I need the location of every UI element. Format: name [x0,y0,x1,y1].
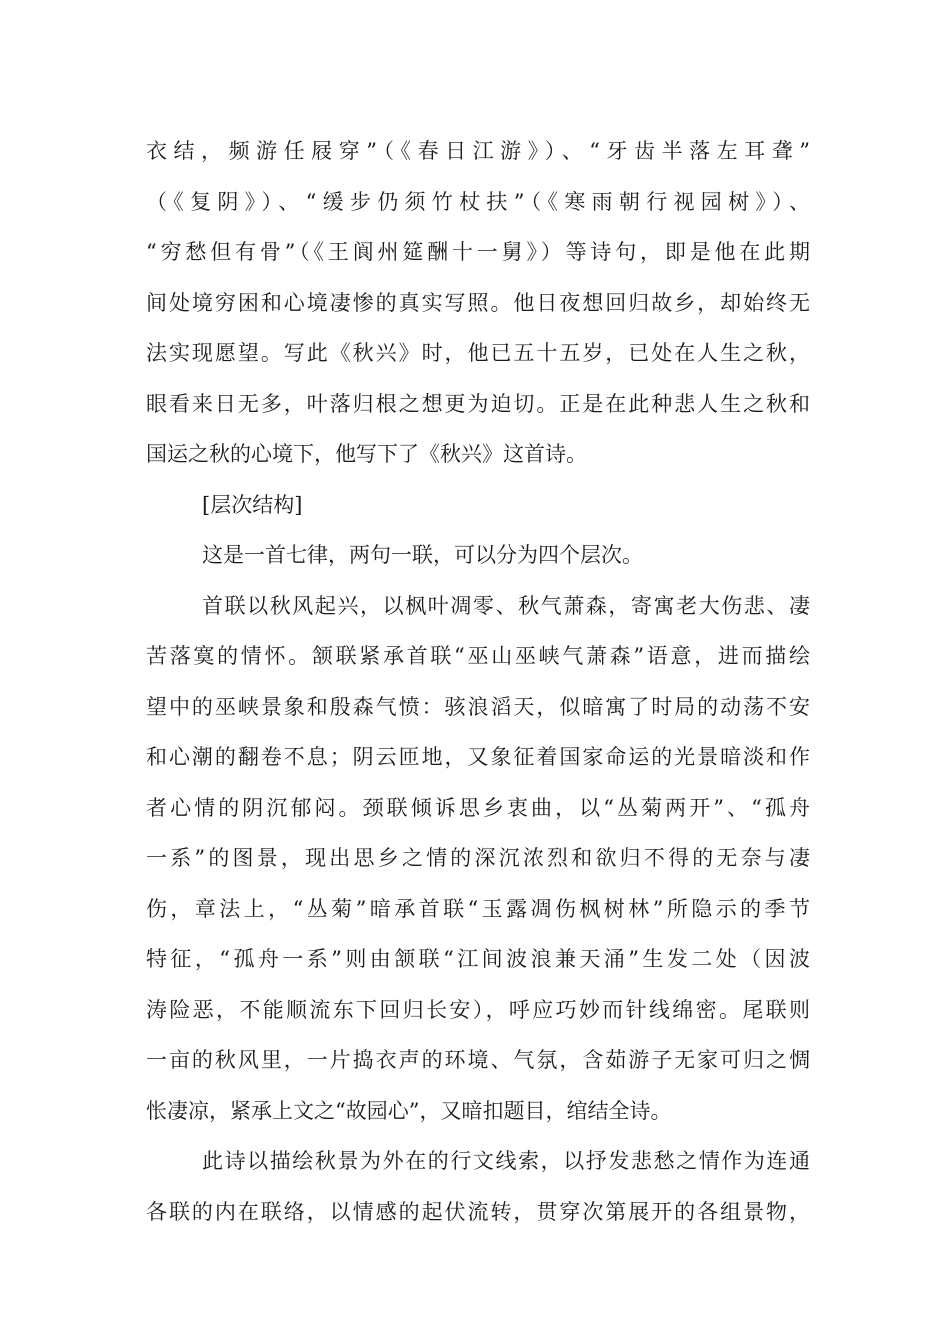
text-line: 间处境穷困和心境凄惨的真实写照。他日夜想回归故乡，却始终无 [146,290,810,315]
text-line: 首联以秋风起兴，以枫叶凋零、秋气萧森，寄寓老大伤悲、凄 [202,593,810,618]
text-line: 眼看来日无多，叶落归根之想更为迫切。正是在此种悲人生之秋和 [146,391,810,416]
text-line: 苦落寞的情怀。颔联紧承首联“巫山巫峡气萧森”语意，进而描绘 [146,644,810,668]
text-line: （《复阴》）、“缓步仍须竹杖扶”（《寒雨朝行视园树》）、 [146,189,810,214]
text-line: 此诗以描绘秋景为外在的行文线索，以抒发悲愁之情作为连通 [202,1149,810,1173]
text-line: 这是一首七律，两句一联，可以分为四个层次。 [202,543,643,567]
text-line: 一系”的图景，现出思乡之情的深沉浓烈和欲归不得的无奈与凄 [146,846,810,870]
text-line: “穷愁但有骨”（《王阆州筵酬十一舅》）等诗句，即是他在此期 [146,240,810,264]
text-line: 国运之秋的心境下，他写下了《秋兴》这首诗。 [146,442,587,466]
text-line: 涛险恶，不能顺流东下回归长安），呼应巧妙而针线绵密。尾联则 [146,997,810,1022]
text-line: 望中的巫峡景象和殷森气愤：骇浪滔天，似暗寓了时局的动荡不安 [146,694,810,719]
text-line: 特征，“孤舟一系”则由颔联“江间波浪兼天涌”生发二处（因波 [146,947,810,971]
text-line: 和心潮的翻卷不息；阴云匝地，又象征着国家命运的光景暗淡和作 [146,745,810,769]
text-line: 者心情的阴沉郁闷。颈联倾诉思乡衷曲，以“丛菊两开”、“孤舟 [146,795,810,820]
text-line: 衣结，频游任屐穿”（《春日江游》）、“牙齿半落左耳聋” [146,139,810,163]
text-line: 怅凄凉，紧承上文之“故园心”，又暗扣题目，绾结全诗。 [146,1098,672,1123]
text-line: 各联的内在联络，以情感的起伏流转，贯穿次第展开的各组景物， [146,1199,810,1224]
text-line: 伤，章法上，“丛菊”暗承首联“玉露凋伤枫树林”所隐示的季节 [146,896,810,921]
text-line: [层次结构] [202,492,303,517]
body-text [146,126,810,1237]
text-line: 法实现愿望。写此《秋兴》时，他已五十五岁，已处在人生之秋， [146,341,810,365]
text-line: 一亩的秋风里，一片捣衣声的环境、气氛，含茹游子无家可归之惆 [146,1048,810,1072]
